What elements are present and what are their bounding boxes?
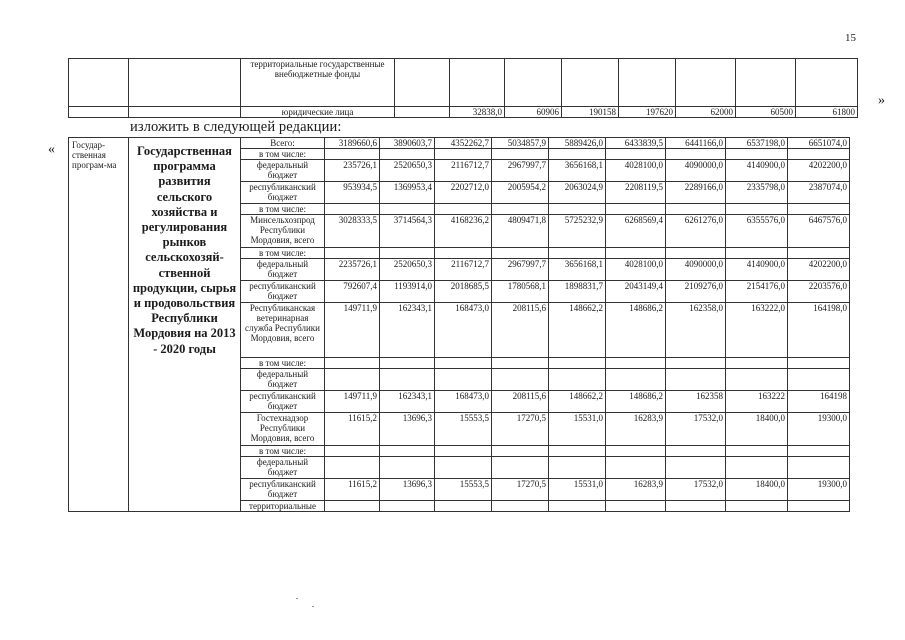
value-cell: 15553,5 bbox=[435, 479, 492, 501]
value-cell: 4090000,0 bbox=[666, 259, 726, 281]
value-cell bbox=[325, 457, 380, 479]
value-cell: 2387074,0 bbox=[788, 182, 850, 204]
table-cell bbox=[619, 59, 676, 107]
value-cell: 4352262,7 bbox=[435, 138, 492, 149]
table-cell bbox=[129, 59, 241, 107]
row-label: федеральный бюджет bbox=[241, 369, 325, 391]
value-cell: 148662,2 bbox=[549, 391, 606, 413]
value-cell bbox=[325, 446, 380, 457]
value-cell bbox=[380, 248, 435, 259]
row-label: федеральный бюджет bbox=[241, 160, 325, 182]
value-cell: 11615,2 bbox=[325, 413, 380, 446]
row-label: территориальные bbox=[241, 501, 325, 512]
value-cell bbox=[549, 501, 606, 512]
row-label: Всего: bbox=[241, 138, 325, 149]
value-cell: 6268569,4 bbox=[606, 215, 666, 248]
value-cell: 15531,0 bbox=[549, 413, 606, 446]
value-cell bbox=[788, 369, 850, 391]
value-cell bbox=[492, 501, 549, 512]
value-cell bbox=[606, 248, 666, 259]
value-cell bbox=[606, 457, 666, 479]
value-cell: 2005954,2 bbox=[492, 182, 549, 204]
value-cell bbox=[666, 149, 726, 160]
value-cell: 149711,9 bbox=[325, 391, 380, 413]
value-cell: 15553,5 bbox=[435, 413, 492, 446]
value-cell: 2335798,0 bbox=[726, 182, 788, 204]
table-cell bbox=[69, 59, 129, 107]
value-cell bbox=[549, 446, 606, 457]
value-cell bbox=[788, 358, 850, 369]
table-cell bbox=[796, 59, 858, 107]
value-cell: 3656168,1 bbox=[549, 160, 606, 182]
value-cell: 792607,4 bbox=[325, 281, 380, 303]
value-cell: 2154176,0 bbox=[726, 281, 788, 303]
row-label: федеральный бюджет bbox=[241, 259, 325, 281]
value-cell: 61800 bbox=[796, 107, 858, 118]
row-label: Республиканская ветеринарная служба Республики Мордовия, всего bbox=[241, 303, 325, 358]
value-cell: 6467576,0 bbox=[788, 215, 850, 248]
value-cell bbox=[380, 204, 435, 215]
value-cell bbox=[666, 204, 726, 215]
value-cell: 2202712,0 bbox=[435, 182, 492, 204]
value-cell: 6355576,0 bbox=[726, 215, 788, 248]
value-cell bbox=[325, 369, 380, 391]
value-cell bbox=[666, 248, 726, 259]
value-cell: 163222 bbox=[726, 391, 788, 413]
value-cell bbox=[380, 369, 435, 391]
program-name: Государственная программа развития сельского хозяйства и регулирования рынков сельскохозяй-ственной продукции, сырья и продовольствия Республики Мордовия на 2013 - 2020 годы bbox=[129, 138, 241, 512]
value-cell: 2116712,7 bbox=[435, 259, 492, 281]
value-cell bbox=[726, 457, 788, 479]
value-cell bbox=[726, 149, 788, 160]
row-label: юридические лица bbox=[241, 107, 395, 118]
row-label: федеральный бюджет bbox=[241, 457, 325, 479]
value-cell: 2235726,1 bbox=[325, 259, 380, 281]
table-cell bbox=[736, 59, 796, 107]
value-cell bbox=[726, 358, 788, 369]
value-cell: 17532,0 bbox=[666, 479, 726, 501]
value-cell bbox=[325, 501, 380, 512]
value-cell: 15531,0 bbox=[549, 479, 606, 501]
value-cell: 17270,5 bbox=[492, 413, 549, 446]
value-cell bbox=[726, 501, 788, 512]
value-cell: 162358,0 bbox=[666, 303, 726, 358]
value-cell bbox=[549, 358, 606, 369]
value-cell: 190158 bbox=[562, 107, 619, 118]
value-cell: 162343,1 bbox=[380, 391, 435, 413]
value-cell bbox=[549, 149, 606, 160]
table-row bbox=[69, 138, 850, 149]
value-cell bbox=[788, 149, 850, 160]
value-cell bbox=[666, 358, 726, 369]
value-cell: 19300,0 bbox=[788, 479, 850, 501]
value-cell: 162358 bbox=[666, 391, 726, 413]
row-label: республиканский бюджет bbox=[241, 281, 325, 303]
value-cell bbox=[380, 149, 435, 160]
value-cell bbox=[435, 358, 492, 369]
value-cell: 6537198,0 bbox=[726, 138, 788, 149]
value-cell: 1780568,1 bbox=[492, 281, 549, 303]
value-cell bbox=[726, 369, 788, 391]
value-cell: 2967997,7 bbox=[492, 259, 549, 281]
value-cell: 953934,5 bbox=[325, 182, 380, 204]
value-cell: 208115,6 bbox=[492, 391, 549, 413]
value-cell bbox=[435, 149, 492, 160]
value-cell: 62000 bbox=[676, 107, 736, 118]
value-cell: 13696,3 bbox=[380, 413, 435, 446]
value-cell: 2967997,7 bbox=[492, 160, 549, 182]
program-kind: Государ-ственная програм-ма bbox=[69, 138, 129, 512]
value-cell: 60500 bbox=[736, 107, 796, 118]
value-cell: 3714564,3 bbox=[380, 215, 435, 248]
value-cell: 168473,0 bbox=[435, 391, 492, 413]
value-cell: 4140900,0 bbox=[726, 259, 788, 281]
value-cell: 164198 bbox=[788, 391, 850, 413]
value-cell bbox=[325, 149, 380, 160]
value-cell bbox=[492, 248, 549, 259]
value-cell bbox=[726, 204, 788, 215]
value-cell: 2520650,3 bbox=[380, 259, 435, 281]
value-cell bbox=[435, 248, 492, 259]
table-cell bbox=[69, 107, 129, 118]
value-cell: 18400,0 bbox=[726, 479, 788, 501]
value-cell bbox=[435, 204, 492, 215]
value-cell bbox=[726, 446, 788, 457]
value-cell bbox=[325, 358, 380, 369]
value-cell: 4809471,8 bbox=[492, 215, 549, 248]
previous-table-fragment bbox=[68, 58, 858, 118]
value-cell: 2208119,5 bbox=[606, 182, 666, 204]
value-cell: 3189660,6 bbox=[325, 138, 380, 149]
value-cell: 2018685,5 bbox=[435, 281, 492, 303]
value-cell bbox=[435, 369, 492, 391]
value-cell: 17270,5 bbox=[492, 479, 549, 501]
value-cell bbox=[606, 369, 666, 391]
value-cell bbox=[726, 248, 788, 259]
value-cell: 4090000,0 bbox=[666, 160, 726, 182]
value-cell: 148686,2 bbox=[606, 303, 666, 358]
value-cell: 149711,9 bbox=[325, 303, 380, 358]
value-cell bbox=[606, 204, 666, 215]
value-cell: 6651074,0 bbox=[788, 138, 850, 149]
value-cell bbox=[549, 204, 606, 215]
value-cell: 168473,0 bbox=[435, 303, 492, 358]
value-cell: 16283,9 bbox=[606, 413, 666, 446]
value-cell bbox=[380, 358, 435, 369]
value-cell: 2063024,9 bbox=[549, 182, 606, 204]
value-cell: 4028100,0 bbox=[606, 259, 666, 281]
value-cell bbox=[606, 446, 666, 457]
value-cell: 5889426,0 bbox=[549, 138, 606, 149]
value-cell bbox=[435, 501, 492, 512]
value-cell: 1193914,0 bbox=[380, 281, 435, 303]
value-cell: 16283,9 bbox=[606, 479, 666, 501]
value-cell: 13696,3 bbox=[380, 479, 435, 501]
value-cell: 2109276,0 bbox=[666, 281, 726, 303]
value-cell: 235726,1 bbox=[325, 160, 380, 182]
value-cell: 4168236,2 bbox=[435, 215, 492, 248]
value-cell bbox=[435, 446, 492, 457]
table-row bbox=[69, 107, 858, 118]
value-cell: 4140900,0 bbox=[726, 160, 788, 182]
table-cell bbox=[562, 59, 619, 107]
value-cell bbox=[395, 107, 450, 118]
value-cell: 18400,0 bbox=[726, 413, 788, 446]
value-cell: 4028100,0 bbox=[606, 160, 666, 182]
value-cell: 2520650,3 bbox=[380, 160, 435, 182]
program-funding-table bbox=[68, 137, 850, 512]
value-cell bbox=[606, 501, 666, 512]
value-cell: 4202200,0 bbox=[788, 259, 850, 281]
value-cell bbox=[788, 446, 850, 457]
value-cell: 1898831,7 bbox=[549, 281, 606, 303]
value-cell: 148662,2 bbox=[549, 303, 606, 358]
value-cell: 6433839,5 bbox=[606, 138, 666, 149]
closing-quote-mark: » bbox=[878, 93, 885, 108]
opening-quote-mark: « bbox=[48, 142, 55, 157]
value-cell: 5034857,9 bbox=[492, 138, 549, 149]
value-cell bbox=[549, 369, 606, 391]
value-cell: 5725232,9 bbox=[549, 215, 606, 248]
value-cell bbox=[380, 457, 435, 479]
value-cell: 164198,0 bbox=[788, 303, 850, 358]
value-cell bbox=[325, 248, 380, 259]
value-cell: 2289166,0 bbox=[666, 182, 726, 204]
row-label: республиканский бюджет bbox=[241, 391, 325, 413]
value-cell: 208115,6 bbox=[492, 303, 549, 358]
table-cell bbox=[450, 59, 505, 107]
value-cell: 2116712,7 bbox=[435, 160, 492, 182]
value-cell: 197620 bbox=[619, 107, 676, 118]
value-cell bbox=[788, 457, 850, 479]
value-cell: 148686,2 bbox=[606, 391, 666, 413]
value-cell bbox=[492, 457, 549, 479]
value-cell bbox=[492, 358, 549, 369]
value-cell: 2043149,4 bbox=[606, 281, 666, 303]
value-cell: 6261276,0 bbox=[666, 215, 726, 248]
value-cell: 6441166,0 bbox=[666, 138, 726, 149]
value-cell bbox=[492, 446, 549, 457]
value-cell bbox=[492, 149, 549, 160]
table-row bbox=[69, 59, 858, 107]
value-cell bbox=[435, 457, 492, 479]
row-label: в том числе: bbox=[241, 204, 325, 215]
value-cell: 3656168,1 bbox=[549, 259, 606, 281]
row-label: территориальные государственные внебюджетные фонды bbox=[241, 59, 395, 107]
value-cell: 17532,0 bbox=[666, 413, 726, 446]
table-cell bbox=[395, 59, 450, 107]
value-cell: 19300,0 bbox=[788, 413, 850, 446]
page-number: 15 bbox=[845, 32, 856, 44]
value-cell bbox=[492, 204, 549, 215]
value-cell bbox=[788, 248, 850, 259]
value-cell bbox=[549, 457, 606, 479]
row-label: в том числе: bbox=[241, 149, 325, 160]
value-cell: 163222,0 bbox=[726, 303, 788, 358]
value-cell: 32838,0 bbox=[450, 107, 505, 118]
amendment-instruction: изложить в следующей редакции: bbox=[130, 119, 342, 135]
value-cell: 3028333,5 bbox=[325, 215, 380, 248]
value-cell bbox=[492, 369, 549, 391]
value-cell bbox=[788, 204, 850, 215]
row-label: республиканский бюджет bbox=[241, 479, 325, 501]
value-cell: 60906 bbox=[505, 107, 562, 118]
row-label: Гостехнадзор Республики Мордовия, всего bbox=[241, 413, 325, 446]
value-cell: 11615,2 bbox=[325, 479, 380, 501]
value-cell bbox=[380, 446, 435, 457]
row-label: в том числе: bbox=[241, 358, 325, 369]
value-cell bbox=[788, 501, 850, 512]
value-cell: 4202200,0 bbox=[788, 160, 850, 182]
value-cell bbox=[549, 248, 606, 259]
value-cell: 1369953,4 bbox=[380, 182, 435, 204]
row-label: Минсельхозпрод Республики Мордовия, всего bbox=[241, 215, 325, 248]
value-cell bbox=[606, 149, 666, 160]
value-cell: 3890603,7 bbox=[380, 138, 435, 149]
row-label: в том числе: bbox=[241, 248, 325, 259]
table-cell bbox=[129, 107, 241, 118]
value-cell bbox=[325, 204, 380, 215]
scan-speck bbox=[312, 606, 314, 607]
table-cell bbox=[505, 59, 562, 107]
value-cell bbox=[666, 501, 726, 512]
value-cell bbox=[666, 446, 726, 457]
value-cell bbox=[666, 369, 726, 391]
value-cell: 2203576,0 bbox=[788, 281, 850, 303]
table-cell bbox=[676, 59, 736, 107]
value-cell bbox=[606, 358, 666, 369]
value-cell bbox=[380, 501, 435, 512]
value-cell bbox=[666, 457, 726, 479]
row-label: в том числе: bbox=[241, 446, 325, 457]
scan-speck bbox=[296, 598, 298, 599]
row-label: республиканский бюджет bbox=[241, 182, 325, 204]
value-cell: 162343,1 bbox=[380, 303, 435, 358]
